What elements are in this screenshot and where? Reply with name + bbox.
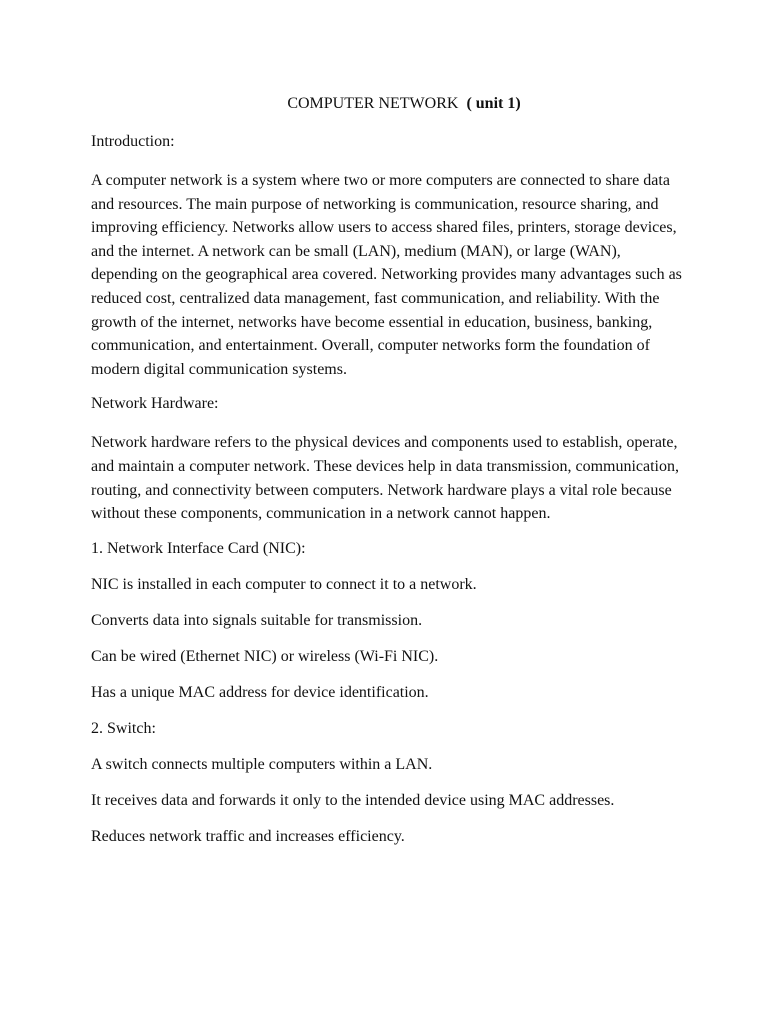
nic-point: Can be wired (Ethernet NIC) or wireless (Wi-Fi NIC). — [91, 647, 439, 665]
nic-point: Converts data into signals suitable for transmission. — [91, 611, 423, 629]
switch-point: It receives data and forwards it only to the intended device using MAC addresses. — [91, 791, 615, 809]
switch-heading: 2. Switch: — [91, 719, 156, 737]
switch-point: A switch connects multiple computers within a LAN. — [91, 755, 433, 773]
hardware-heading: Network Hardware: — [91, 395, 219, 413]
nic-heading: 1. Network Interface Card (NIC): — [91, 539, 306, 557]
intro-heading: Introduction: — [91, 133, 175, 150]
document-title — [91, 94, 691, 114]
hardware-paragraph: Network hardware refers to the physical devices and components used to establish, operate, and maintain a computer network. These devices help in data transmission, communication, routing, and connectivity between computers. Network hardware plays a vital role because without these components, communication in a network cannot happen. — [91, 434, 679, 523]
document-page — [91, 94, 691, 863]
title-unit: ( unit 1) — [466, 95, 521, 112]
nic-point: NIC is installed in each computer to connect it to a network. — [91, 575, 477, 593]
title-main: COMPUTER NETWORK — [287, 95, 459, 112]
nic-point: Has a unique MAC address for device identification. — [91, 683, 429, 701]
switch-point: Reduces network traffic and increases efficiency. — [91, 827, 405, 845]
intro-paragraph: A computer network is a system where two or more computers are connected to share data and resources. The main purpose of networking is communication, resource sharing, and improving efficiency. Networks allow users to access shared files, printers, storage devices, and the internet. A network can be small (LAN), medium (MAN), or large (WAN), depending on the geographical area covered. Networking provides many advantages such as reduced cost, centralized data management, fast communication, and reliability. With the growth of the internet, networks have become essential in education, business, banking, communication, and entertainment. Overall, computer networks form the foundation of modern digital communication systems. — [91, 172, 682, 378]
